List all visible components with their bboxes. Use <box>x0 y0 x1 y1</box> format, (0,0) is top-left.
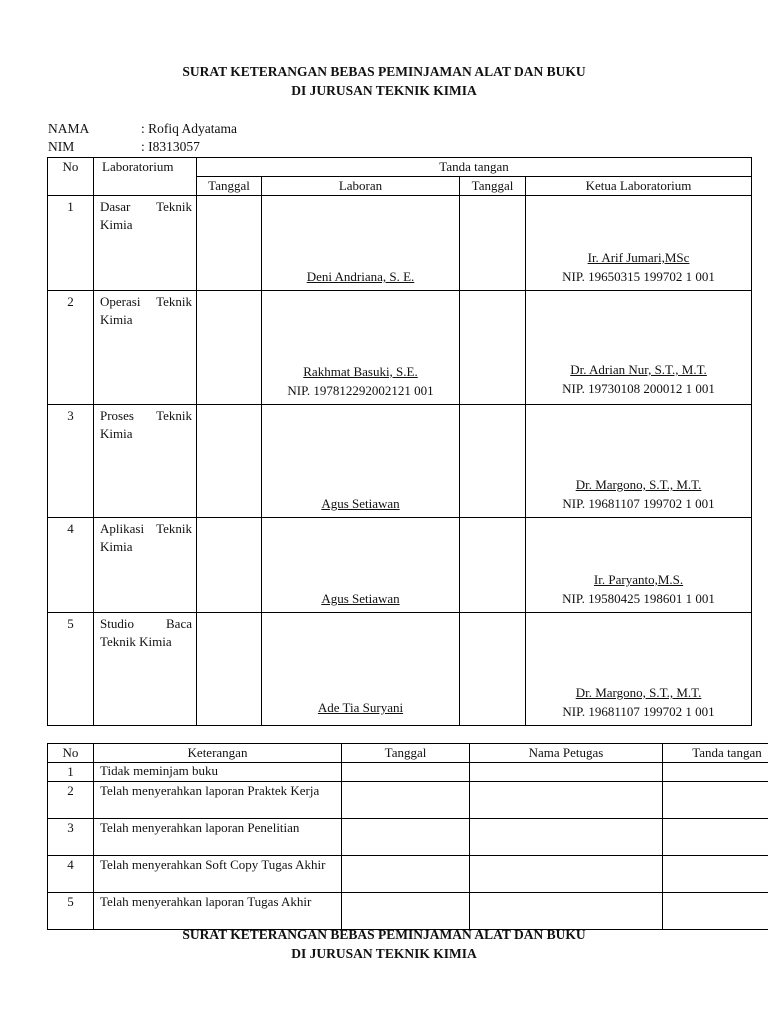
ket-header-keterangan: Keterangan <box>94 744 342 763</box>
nim-value: : I8313057 <box>141 139 200 154</box>
ket-tanggal-cell[interactable] <box>342 782 470 819</box>
footer-title <box>0 925 768 963</box>
ketua-signature-cell[interactable] <box>526 518 752 613</box>
ket-tanda-tangan-cell[interactable] <box>663 782 768 819</box>
header-tanggal-2: Tanggal <box>460 177 526 196</box>
nim-row <box>48 138 237 156</box>
title-line-2: DI JURUSAN TEKNIK KIMIA <box>291 83 477 98</box>
ket-tanda-tangan-cell[interactable] <box>663 819 768 856</box>
lab-row-no: 5 <box>48 613 94 726</box>
ketua-name: Ir. Paryanto,M.S. <box>593 572 684 587</box>
lab-row-no: 3 <box>48 405 94 518</box>
ketua-signature-cell[interactable] <box>526 405 752 518</box>
lab-row-5 <box>48 613 752 726</box>
tanggal-cell[interactable] <box>197 196 262 291</box>
ketua-name: Dr. Adrian Nur, S.T., M.T. <box>570 362 707 377</box>
header-laboran: Laboran <box>262 177 460 196</box>
ket-header-tanda-tangan: Tanda tangan <box>663 744 768 763</box>
ket-row-3 <box>48 819 768 856</box>
laboran-name: Agus Setiawan <box>321 591 400 606</box>
ket-row-4 <box>48 856 768 893</box>
ket-table-header-row <box>48 744 768 763</box>
lab-row-name: Operasi Teknik Kimia <box>94 291 197 405</box>
ket-row-no: 3 <box>48 819 94 856</box>
ket-row-2 <box>48 782 768 819</box>
nama-value: : Rofiq Adyatama <box>141 121 237 136</box>
tanggal-cell[interactable] <box>460 518 526 613</box>
lab-row-3 <box>48 405 752 518</box>
document-title <box>0 62 768 100</box>
ketua-nip: NIP. 19580425 198601 1 001 <box>562 591 715 606</box>
nim-label: NIM <box>48 139 75 154</box>
tanggal-cell[interactable] <box>197 405 262 518</box>
tanggal-cell[interactable] <box>197 291 262 405</box>
ket-header-tanggal: Tanggal <box>342 744 470 763</box>
laboran-nip: NIP. 197812292002121 001 <box>287 383 434 398</box>
ket-tanda-tangan-cell[interactable] <box>663 893 768 930</box>
ket-row-text: Telah menyerahkan laporan Penelitian <box>94 819 342 856</box>
ketua-name: Dr. Margono, S.T., M.T. <box>575 685 702 700</box>
ket-nama-petugas-cell[interactable] <box>470 819 663 856</box>
keterangan-table <box>47 743 768 930</box>
laboran-signature-cell[interactable] <box>262 518 460 613</box>
lab-row-name: Aplikasi Teknik Kimia <box>94 518 197 613</box>
ket-row-no: 4 <box>48 856 94 893</box>
tanggal-cell[interactable] <box>460 291 526 405</box>
ket-nama-petugas-cell[interactable] <box>470 763 663 782</box>
lab-row-2 <box>48 291 752 405</box>
ket-row-no: 2 <box>48 782 94 819</box>
lab-row-no: 1 <box>48 196 94 291</box>
lab-row-no: 2 <box>48 291 94 405</box>
laboran-signature-cell[interactable] <box>262 613 460 726</box>
ketua-name: Ir. Arif Jumari,MSc <box>587 250 690 265</box>
nama-row <box>48 120 237 138</box>
lab-row-name: Proses Teknik Kimia <box>94 405 197 518</box>
laboran-name: Ade Tia Suryani <box>317 700 404 715</box>
header-tanda-tangan: Tanda tangan <box>197 158 752 177</box>
header-no: No <box>48 158 94 196</box>
ketua-signature-cell[interactable] <box>526 196 752 291</box>
ketua-nip: NIP. 19681107 199702 1 001 <box>562 704 715 719</box>
laboran-signature-cell[interactable] <box>262 291 460 405</box>
ketua-name: Dr. Margono, S.T., M.T. <box>575 477 702 492</box>
laboran-name: Rakhmat Basuki, S.E. <box>303 364 418 379</box>
tanggal-cell[interactable] <box>460 196 526 291</box>
ketua-nip: NIP. 19681107 199702 1 001 <box>562 496 715 511</box>
lab-table-header-row-1 <box>48 158 752 177</box>
ket-row-text: Telah menyerahkan laporan Praktek Kerja <box>94 782 342 819</box>
lab-row-name: Dasar Teknik Kimia <box>94 196 197 291</box>
ket-nama-petugas-cell[interactable] <box>470 856 663 893</box>
ket-tanda-tangan-cell[interactable] <box>663 856 768 893</box>
laboran-signature-cell[interactable] <box>262 196 460 291</box>
ket-nama-petugas-cell[interactable] <box>470 893 663 930</box>
header-tanggal-1: Tanggal <box>197 177 262 196</box>
ketua-signature-cell[interactable] <box>526 291 752 405</box>
header-ketua: Ketua Laboratorium <box>526 177 752 196</box>
identity-block <box>48 120 237 156</box>
tanggal-cell[interactable] <box>460 613 526 726</box>
ketua-nip: NIP. 19650315 199702 1 001 <box>562 269 715 284</box>
lab-row-1 <box>48 196 752 291</box>
ketua-signature-cell[interactable] <box>526 613 752 726</box>
ket-nama-petugas-cell[interactable] <box>470 782 663 819</box>
tanggal-cell[interactable] <box>197 518 262 613</box>
ket-row-text: Tidak meminjam buku <box>94 763 342 782</box>
ket-row-no: 1 <box>48 763 94 782</box>
ket-row-text: Telah menyerahkan Soft Copy Tugas Akhir <box>94 856 342 893</box>
ket-row-5 <box>48 893 768 930</box>
lab-row-4 <box>48 518 752 613</box>
ket-tanggal-cell[interactable] <box>342 819 470 856</box>
ket-header-no: No <box>48 744 94 763</box>
ketua-nip: NIP. 19730108 200012 1 001 <box>562 381 715 396</box>
ket-tanggal-cell[interactable] <box>342 763 470 782</box>
ket-tanggal-cell[interactable] <box>342 856 470 893</box>
ket-header-nama-petugas: Nama Petugas <box>470 744 663 763</box>
lab-clearance-table <box>47 157 752 726</box>
tanggal-cell[interactable] <box>197 613 262 726</box>
ket-row-1 <box>48 763 768 782</box>
header-laboratorium: Laboratorium <box>94 158 197 196</box>
ket-tanda-tangan-cell[interactable] <box>663 763 768 782</box>
tanggal-cell[interactable] <box>460 405 526 518</box>
title-line-1: SURAT KETERANGAN BEBAS PEMINJAMAN ALAT DAN BUKU <box>182 64 586 79</box>
laboran-name: Agus Setiawan <box>321 496 400 511</box>
laboran-signature-cell[interactable] <box>262 405 460 518</box>
lab-row-no: 4 <box>48 518 94 613</box>
ket-row-text: Telah menyerahkan laporan Tugas Akhir <box>94 893 342 930</box>
footer-title-line-2: DI JURUSAN TEKNIK KIMIA <box>291 946 477 961</box>
nama-label: NAMA <box>48 121 90 136</box>
ket-tanggal-cell[interactable] <box>342 893 470 930</box>
footer-title-line-1: SURAT KETERANGAN BEBAS PEMINJAMAN ALAT DAN BUKU <box>182 927 586 942</box>
lab-row-name: Studio Baca Teknik Kimia <box>94 613 197 726</box>
ket-row-no: 5 <box>48 893 94 930</box>
laboran-name: Deni Andriana, S. E. <box>306 269 415 284</box>
